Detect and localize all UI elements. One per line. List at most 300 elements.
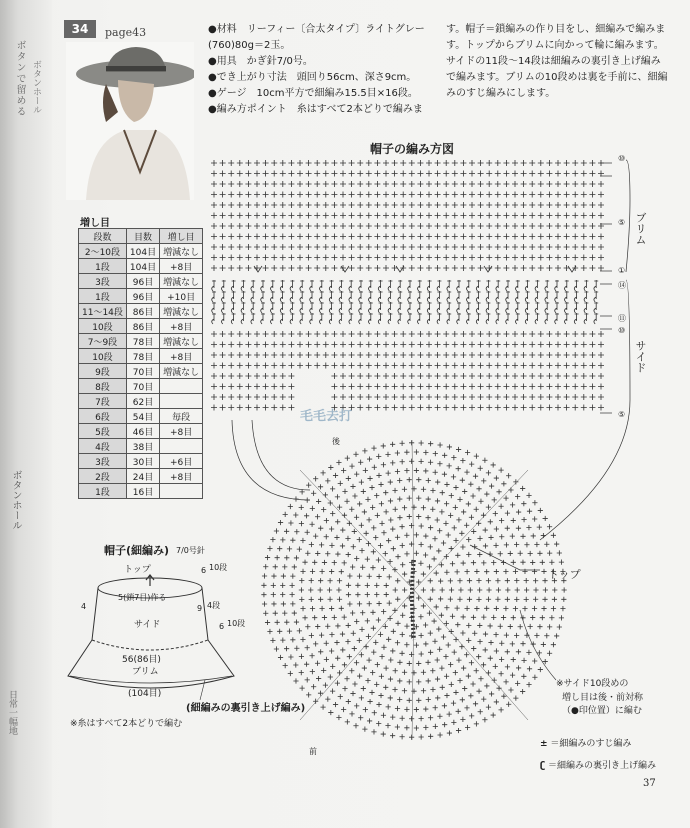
top-stitch <box>471 560 476 565</box>
gauge-line: ●ゲージ 10cm平方で細編み15.5目×16段。 <box>208 88 418 99</box>
post-stitch <box>476 313 480 324</box>
side-stitch <box>245 342 251 348</box>
top-stitch <box>385 723 390 728</box>
top-stitch <box>273 564 278 569</box>
top-stitch <box>449 682 454 687</box>
brim-stitch <box>288 171 294 177</box>
side-stitch <box>237 363 243 369</box>
brim-stitch <box>357 202 363 208</box>
top-stitch <box>367 718 372 723</box>
side-stitch <box>572 331 578 337</box>
side-stitch <box>349 363 355 369</box>
top-stitch <box>419 716 424 721</box>
top-stitch <box>481 697 486 702</box>
top-stitch <box>329 526 334 531</box>
top-stitch <box>283 512 288 517</box>
side-stitch <box>452 342 458 348</box>
brim-stitch <box>254 234 260 240</box>
brim-stitch <box>340 202 346 208</box>
top-stitch <box>552 597 557 602</box>
top-stitch <box>466 638 471 643</box>
post-stitch <box>525 302 529 313</box>
post-stitch <box>378 313 382 324</box>
post-stitch <box>447 313 451 324</box>
post-stitch <box>565 313 569 324</box>
top-stitch <box>516 526 521 531</box>
side-stitch <box>400 384 406 390</box>
top-stitch <box>533 578 538 583</box>
top-stitch <box>322 560 327 565</box>
top-stitch <box>364 531 369 536</box>
side-stitch <box>220 405 226 411</box>
post-stitch <box>418 302 422 313</box>
brim-stitch <box>263 202 269 208</box>
top-stitch <box>347 521 352 526</box>
top-stitch <box>330 664 335 669</box>
top-stitch <box>387 616 392 621</box>
side-stitch <box>564 384 570 390</box>
top-stitch <box>350 564 355 569</box>
top-stitch <box>452 650 457 655</box>
top-stitch <box>483 647 488 652</box>
side-stitch <box>435 394 441 400</box>
brim-stitch <box>443 244 449 250</box>
brim-stitch <box>435 234 441 240</box>
top-stitch <box>460 697 465 702</box>
top-stitch <box>327 587 332 592</box>
brim-stitch <box>306 202 312 208</box>
side-stitch <box>228 363 234 369</box>
brim-stitch <box>538 234 544 240</box>
top-stitch <box>347 573 352 578</box>
brim-stitch <box>400 213 406 219</box>
top-stitch <box>494 526 499 531</box>
top-stitch <box>432 536 437 541</box>
top-stitch <box>335 494 340 499</box>
brim-stitch <box>452 244 458 250</box>
top-stitch <box>365 556 370 561</box>
side-stitch <box>581 352 587 358</box>
top-stitch <box>488 640 493 645</box>
top-stitch <box>511 518 516 523</box>
side-stitch <box>564 342 570 348</box>
post-stitch <box>525 291 529 302</box>
brim-stitch <box>443 234 449 240</box>
post-stitch <box>486 291 490 302</box>
side-stitch <box>581 363 587 369</box>
brim-stitch <box>323 181 329 187</box>
top-stitch <box>486 578 491 583</box>
side-stitch <box>486 363 492 369</box>
brim-stitch <box>331 171 337 177</box>
top-stitch <box>425 515 430 520</box>
top-stitch <box>310 506 315 511</box>
brim-stitch <box>409 223 415 229</box>
round-marker: ⑤ <box>618 218 626 227</box>
hat-note: ※糸はすべて2本どりで編む <box>70 719 183 729</box>
brim-stitch <box>331 244 337 250</box>
top-stitch <box>547 551 552 556</box>
brim-stitch <box>546 160 552 166</box>
side-stitch <box>443 342 449 348</box>
side-stitch <box>460 352 466 358</box>
top-stitch <box>319 542 324 547</box>
top-stitch <box>284 620 289 625</box>
top-stitch <box>521 674 526 679</box>
guide-line <box>232 420 310 500</box>
brim-stitch <box>263 192 269 198</box>
brim-stitch <box>211 255 217 261</box>
top-stitch <box>329 569 334 574</box>
hat-dim: 4段 <box>207 601 221 610</box>
top-stitch <box>416 579 421 584</box>
top-stitch <box>293 512 298 517</box>
side-stitch <box>245 373 251 379</box>
post-stitch <box>467 280 471 291</box>
side-stitch <box>538 384 544 390</box>
side-stitch <box>323 342 329 348</box>
table-cell: 46目 <box>126 424 159 439</box>
top-stitch <box>542 578 547 583</box>
top-stitch <box>494 569 499 574</box>
increase-line <box>412 440 414 590</box>
top-stitch <box>311 684 316 689</box>
brim-stitch <box>366 234 372 240</box>
hat-callout: (細編みの裏引き上げ編み) <box>186 703 306 714</box>
post-stitch <box>447 280 451 291</box>
brim-stitch <box>486 244 492 250</box>
top-stitch <box>451 474 456 479</box>
post-stitch <box>329 313 333 324</box>
top-stitch <box>453 670 458 675</box>
brim-stitch <box>340 213 346 219</box>
side-stitch <box>503 373 509 379</box>
top-stitch <box>395 450 400 455</box>
post-stitch <box>241 302 245 313</box>
brim-stitch <box>288 255 294 261</box>
brim-stitch <box>529 171 535 177</box>
table-cell: 1段 <box>79 484 127 499</box>
top-stitch <box>495 597 500 602</box>
brim-stitch <box>478 160 484 166</box>
brim-stitch <box>211 265 217 271</box>
side-stitch <box>589 342 595 348</box>
brim-stitch <box>495 265 501 271</box>
brim-stitch <box>237 181 243 187</box>
side-stitch <box>435 342 441 348</box>
top-stitch <box>486 505 491 510</box>
top-stitch <box>357 601 362 606</box>
top-stitch <box>439 613 444 618</box>
top-stitch <box>342 489 347 494</box>
top-stitch <box>376 574 381 579</box>
brim-stitch <box>417 244 423 250</box>
side-stitch <box>357 342 363 348</box>
top-stitch <box>354 619 359 624</box>
brim-stitch <box>512 223 518 229</box>
side-stitch <box>254 394 260 400</box>
side-stitch <box>572 363 578 369</box>
top-stitch <box>423 641 428 646</box>
brim-stitch <box>426 244 432 250</box>
brim-stitch <box>271 171 277 177</box>
top-stitch <box>365 618 370 623</box>
post-stitch <box>594 291 598 302</box>
top-stitch <box>388 498 393 503</box>
brim-stitch <box>564 244 570 250</box>
top-stitch <box>533 597 538 602</box>
brim-stitch <box>521 234 527 240</box>
side-stitch <box>564 352 570 358</box>
post-stitch <box>212 302 216 313</box>
top-stitch <box>486 587 491 592</box>
brim-stitch <box>297 192 303 198</box>
top-stitch <box>288 520 293 525</box>
side-stitch <box>271 373 277 379</box>
top-stitch <box>371 446 376 451</box>
side-stitch <box>383 373 389 379</box>
brim-stitch <box>314 223 320 229</box>
instructions-text: す。帽子＝鎖編みの作り目をし、細編みで編みます。トップからブリムに向かって輪に編みます。サイドの11段～14段は細編みの裏引き上げ編みで編みます。ブリムの10段めは裏を手前に、細編みのすじ編みにします。 <box>446 24 668 99</box>
post-stitch <box>261 313 265 324</box>
top-stitch <box>549 560 554 565</box>
top-stitch <box>438 596 443 601</box>
brim-stitch <box>589 244 595 250</box>
top-stitch <box>346 476 351 481</box>
hat-cm-label: 56(86目) <box>122 655 161 665</box>
brim-stitch <box>478 244 484 250</box>
side-stitch <box>598 352 604 358</box>
side-stitch <box>288 342 294 348</box>
post-stitch <box>486 280 490 291</box>
top-stitch <box>542 597 547 602</box>
side-stitch <box>357 373 363 379</box>
side-stitch <box>495 373 501 379</box>
page-reference: page43 <box>105 26 147 39</box>
top-stitch <box>362 665 367 670</box>
side-stitch <box>546 352 552 358</box>
brim-stitch <box>572 244 578 250</box>
top-stitch <box>390 442 395 447</box>
post-stitch <box>457 313 461 324</box>
top-stitch <box>447 712 452 717</box>
top-stitch <box>371 549 376 554</box>
top-stitch <box>423 468 428 473</box>
top-stitch <box>484 683 489 688</box>
brim-stitch <box>271 244 277 250</box>
post-stitch <box>584 280 588 291</box>
side-stitch <box>220 384 226 390</box>
top-stitch <box>520 534 525 539</box>
brim-stitch <box>478 192 484 198</box>
top-stitch <box>395 621 400 626</box>
post-stitch <box>574 302 578 313</box>
top-stitch <box>329 632 334 637</box>
side-stitch <box>538 405 544 411</box>
brim-stitch <box>314 244 320 250</box>
brim-stitch <box>263 244 269 250</box>
guide-line <box>252 420 310 490</box>
top-stitch <box>441 634 446 639</box>
top-stitch <box>474 606 479 611</box>
top-stitch <box>318 526 323 531</box>
post-stitch <box>476 280 480 291</box>
top-stitch <box>359 652 364 657</box>
top-stitch <box>400 459 405 464</box>
brim-stitch <box>254 181 260 187</box>
top-stitch <box>432 556 437 561</box>
side-stitch <box>469 384 475 390</box>
top-stitch <box>381 530 386 535</box>
side-stitch <box>237 405 243 411</box>
top-stitch <box>421 487 426 492</box>
brim-stitch <box>521 244 527 250</box>
top-stitch <box>407 679 412 684</box>
side-stitch <box>555 352 561 358</box>
top-stitch <box>344 676 349 681</box>
brim-stitch <box>383 171 389 177</box>
top-stitch <box>430 507 435 512</box>
table-cell: 30目 <box>126 454 159 469</box>
post-stitch <box>222 302 226 313</box>
side-stitch <box>366 373 372 379</box>
side-stitch <box>288 352 294 358</box>
side-stitch <box>503 384 509 390</box>
top-stitch <box>439 509 444 514</box>
top-stitch <box>350 484 355 489</box>
top-stitch <box>423 706 428 711</box>
top-stitch <box>306 482 311 487</box>
brim-stitch <box>237 244 243 250</box>
top-stitch <box>470 681 475 686</box>
side-stitch <box>581 394 587 400</box>
brim-stitch <box>280 171 286 177</box>
post-stitch <box>231 280 235 291</box>
top-stitch <box>493 632 498 637</box>
top-stitch <box>278 655 283 660</box>
side-stitch <box>564 405 570 411</box>
brim-stitch <box>598 255 604 261</box>
brim-stitch <box>228 244 234 250</box>
top-stitch <box>464 606 469 611</box>
brim-stitch <box>374 181 380 187</box>
top-stitch <box>288 654 293 659</box>
top-stitch <box>299 521 304 526</box>
top-stitch <box>469 660 474 665</box>
side-stitch <box>478 384 484 390</box>
side-stitch <box>340 342 346 348</box>
brim-stitch <box>349 255 355 261</box>
side-stitch <box>478 373 484 379</box>
top-stitch <box>436 548 441 553</box>
brim-stitch <box>323 223 329 229</box>
post-stitch <box>349 291 353 302</box>
table-cell: +8目 <box>160 319 203 334</box>
top-stitch <box>402 688 407 693</box>
top-stitch <box>376 473 381 478</box>
top-stitch <box>336 587 341 592</box>
top-stitch <box>316 676 321 681</box>
top-stitch <box>324 534 329 539</box>
side-stitch <box>409 394 415 400</box>
top-stitch <box>350 691 355 696</box>
top-stitch <box>341 707 346 712</box>
brim-stitch <box>443 192 449 198</box>
top-stitch <box>374 583 379 588</box>
top-stitch <box>336 460 341 465</box>
brim-stitch <box>323 192 329 198</box>
side-stitch <box>374 342 380 348</box>
top-stitch <box>354 660 359 665</box>
top-stitch <box>501 481 506 486</box>
top-stitch <box>357 501 362 506</box>
top-stitch <box>318 597 323 602</box>
side-stitch <box>374 373 380 379</box>
hat-stitches-label: (104目) <box>128 689 162 699</box>
top-stitch <box>444 693 449 698</box>
top-stitch <box>540 615 545 620</box>
brim-stitch <box>288 213 294 219</box>
table-cell: +10目 <box>160 289 203 304</box>
top-stitch <box>444 570 449 575</box>
top-stitch <box>414 725 419 730</box>
top-stitch <box>407 698 412 703</box>
side-stitch <box>349 384 355 390</box>
legend-symbol: ± <box>540 739 548 749</box>
top-stitch <box>310 569 315 574</box>
brim-stitch <box>357 192 363 198</box>
post-stitch <box>457 280 461 291</box>
brim-stitch <box>314 181 320 187</box>
post-stitch <box>369 280 373 291</box>
top-stitch <box>376 702 381 707</box>
brim-stitch <box>435 171 441 177</box>
top-stitch <box>534 542 539 547</box>
brim-stitch <box>211 160 217 166</box>
hat-diagram-title <box>104 542 169 558</box>
side-stitch <box>435 352 441 358</box>
brim-stitch <box>460 255 466 261</box>
brim-stitch <box>452 202 458 208</box>
brim-stitch <box>331 192 337 198</box>
brim-stitch <box>271 202 277 208</box>
top-stitch <box>514 542 519 547</box>
brim-stitch <box>460 181 466 187</box>
top-stitch <box>421 670 426 675</box>
top-stitch <box>526 650 531 655</box>
side-stitch <box>572 405 578 411</box>
side-stitch <box>331 342 337 348</box>
top-stitch <box>265 620 270 625</box>
top-stitch <box>283 663 288 668</box>
top-stitch <box>430 668 435 673</box>
side-stitch <box>589 394 595 400</box>
top-stitch <box>453 485 458 490</box>
side-stitch <box>564 373 570 379</box>
side-stitch <box>288 405 294 411</box>
side-stitch <box>383 342 389 348</box>
brim-stitch <box>357 171 363 177</box>
increase-mark <box>254 266 262 272</box>
side-stitch <box>452 384 458 390</box>
brim-stitch <box>366 255 372 261</box>
side-stitch <box>340 373 346 379</box>
top-stitch <box>395 578 400 583</box>
brim-stitch <box>254 202 260 208</box>
brim-stitch <box>426 223 432 229</box>
top-stitch <box>305 624 310 629</box>
post-stitch <box>447 302 451 313</box>
